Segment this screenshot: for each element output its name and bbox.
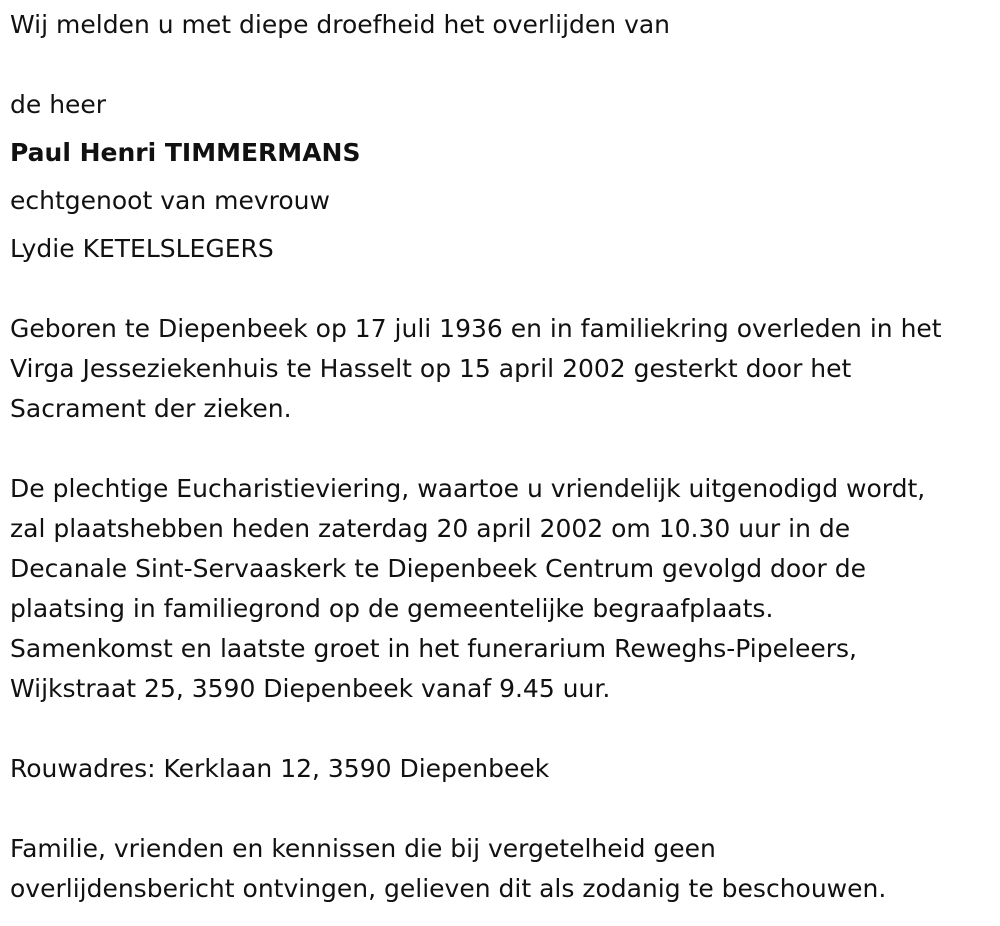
ceremony-line: Wijkstraat 25, 3590 Diepenbeek vanaf 9.45 uur. xyxy=(10,674,611,703)
ceremony-line: Samenkomst en laatste groet in het funerarium Reweghs-Pipeleers, xyxy=(10,634,857,663)
honorific-text: de heer xyxy=(10,90,107,119)
birth-paragraph xyxy=(10,309,995,429)
birth-line: Sacrament der zieken. xyxy=(10,394,292,423)
birth-line: Virga Jesseziekenhuis te Hasselt op 15 april 2002 gesterkt door het xyxy=(10,354,852,383)
closing-paragraph xyxy=(10,829,995,909)
closing-line: Familie, vrienden en kennissen die bij vergetelheid geen xyxy=(10,834,716,863)
spacer xyxy=(10,269,995,309)
birth-line: Geboren te Diepenbeek op 17 juli 1936 en in familiekring overleden in het xyxy=(10,314,942,343)
obituary-document xyxy=(10,5,995,909)
closing-line: overlijdensbericht ontvingen, gelieven dit als zodanig te beschouwen. xyxy=(10,874,887,903)
spouse-name: Lydie KETELSLEGERS xyxy=(10,234,274,263)
spacer xyxy=(10,173,995,181)
spacer xyxy=(10,429,995,469)
spacer xyxy=(10,221,995,229)
ceremony-paragraph xyxy=(10,469,995,709)
spacer xyxy=(10,709,995,749)
ceremony-line: Decanale Sint-Servaaskerk te Diepenbeek Centrum gevolgd door de xyxy=(10,554,866,583)
spouse-label: echtgenoot van mevrouw xyxy=(10,186,330,215)
deceased-name: Paul Henri TIMMERMANS xyxy=(10,138,361,167)
ceremony-line: zal plaatshebben heden zaterdag 20 april 2002 om 10.30 uur in de xyxy=(10,514,851,543)
intro-text: Wij melden u met diepe droefheid het overlijden van xyxy=(10,10,671,39)
mourning-address: Rouwadres: Kerklaan 12, 3590 Diepenbeek xyxy=(10,754,550,783)
spacer xyxy=(10,45,995,85)
ceremony-line: plaatsing in familiegrond op de gemeentelijke begraafplaats. xyxy=(10,594,774,623)
spacer xyxy=(10,789,995,829)
ceremony-line: De plechtige Eucharistieviering, waartoe u vriendelijk uitgenodigd wordt, xyxy=(10,474,926,503)
spacer xyxy=(10,125,995,133)
